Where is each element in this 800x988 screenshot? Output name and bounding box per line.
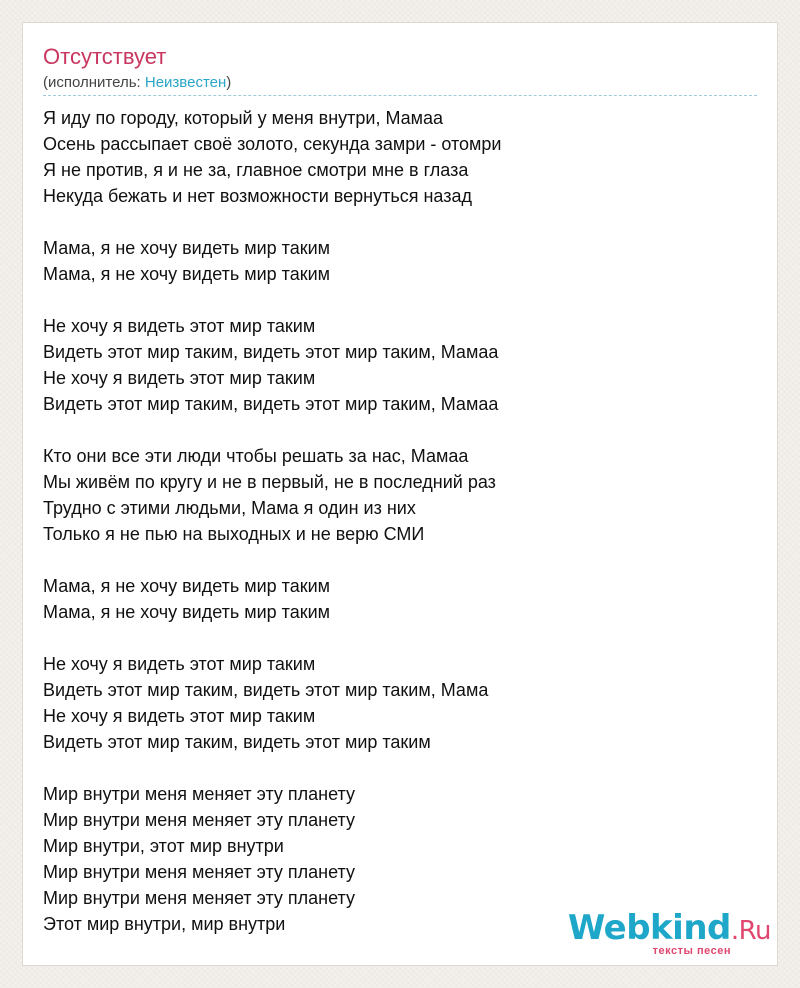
- lyric-line: Видеть этот мир таким, видеть этот мир таким: [43, 732, 431, 752]
- lyric-line: Видеть этот мир таким, видеть этот мир таким, Мамаа: [43, 342, 499, 362]
- lyrics-text: [43, 105, 757, 937]
- lyric-line: Кто они все эти люди чтобы решать за нас, Мамаа: [43, 446, 469, 466]
- lyric-line: Мама, я не хочу видеть мир таким: [43, 602, 331, 622]
- title-divider: [43, 95, 757, 96]
- logo-wordmark: [561, 909, 771, 950]
- lyric-line: Не хочу я видеть этот мир таким: [43, 316, 316, 336]
- lyric-line: Я не против, я и не за, главное смотри мне в глаза: [43, 160, 469, 180]
- lyric-line: Видеть этот мир таким, видеть этот мир таким, Мамаа: [43, 394, 499, 414]
- lyric-line: Мир внутри меня меняет эту планету: [43, 888, 355, 908]
- artist-suffix: ): [226, 74, 232, 91]
- stanza-break: [43, 625, 757, 651]
- lyric-line: Мама, я не хочу видеть мир таким: [43, 238, 331, 258]
- lyric-line: Трудно с этими людьми, Мама я один из них: [43, 498, 416, 518]
- site-logo[interactable]: [561, 909, 771, 961]
- stanza-break: [43, 547, 757, 573]
- stanza-break: [43, 755, 757, 781]
- lyric-line: Мир внутри меня меняет эту планету: [43, 862, 355, 882]
- lyric-line: Мир внутри меня меняет эту планету: [43, 810, 355, 830]
- lyric-line: Мама, я не хочу видеть мир таким: [43, 576, 331, 596]
- lyric-line: Мама, я не хочу видеть мир таким: [43, 264, 331, 284]
- lyric-line: Я иду по городу, который у меня внутри, Мамаа: [43, 108, 444, 128]
- lyric-line: Некуда бежать и нет возможности вернуться назад: [43, 186, 472, 206]
- lyric-line: Не хочу я видеть этот мир таким: [43, 368, 316, 388]
- lyric-line: Мир внутри, этот мир внутри: [43, 836, 284, 856]
- lyric-line: Мир внутри меня меняет эту планету: [43, 784, 355, 804]
- logo-domain-text: .Ru: [730, 916, 771, 946]
- lyric-line: Видеть этот мир таким, видеть этот мир таким, Мама: [43, 680, 489, 700]
- lyric-line: Не хочу я видеть этот мир таким: [43, 706, 316, 726]
- lyric-line: Осень рассыпает своё золото, секунда замри - отомри: [43, 134, 502, 154]
- artist-line: [43, 73, 231, 93]
- stanza-break: [43, 417, 757, 443]
- lyrics-card: [22, 22, 778, 966]
- stanza-break: [43, 209, 757, 235]
- lyric-line: Не хочу я видеть этот мир таким: [43, 654, 316, 674]
- song-title: Отсутствует: [43, 44, 167, 69]
- lyric-line: Этот мир внутри, мир внутри: [43, 914, 286, 934]
- logo-tagline: тексты песен: [652, 945, 731, 957]
- stanza-break: [43, 287, 757, 313]
- lyric-line: Мы живём по кругу и не в первый, не в последний раз: [43, 472, 496, 492]
- artist-prefix: (исполнитель:: [43, 74, 145, 91]
- artist-link[interactable]: Неизвестен: [144, 74, 227, 91]
- logo-main-text: Webkind: [567, 908, 731, 948]
- lyric-line: Только я не пью на выходных и не верю СМИ: [43, 524, 425, 544]
